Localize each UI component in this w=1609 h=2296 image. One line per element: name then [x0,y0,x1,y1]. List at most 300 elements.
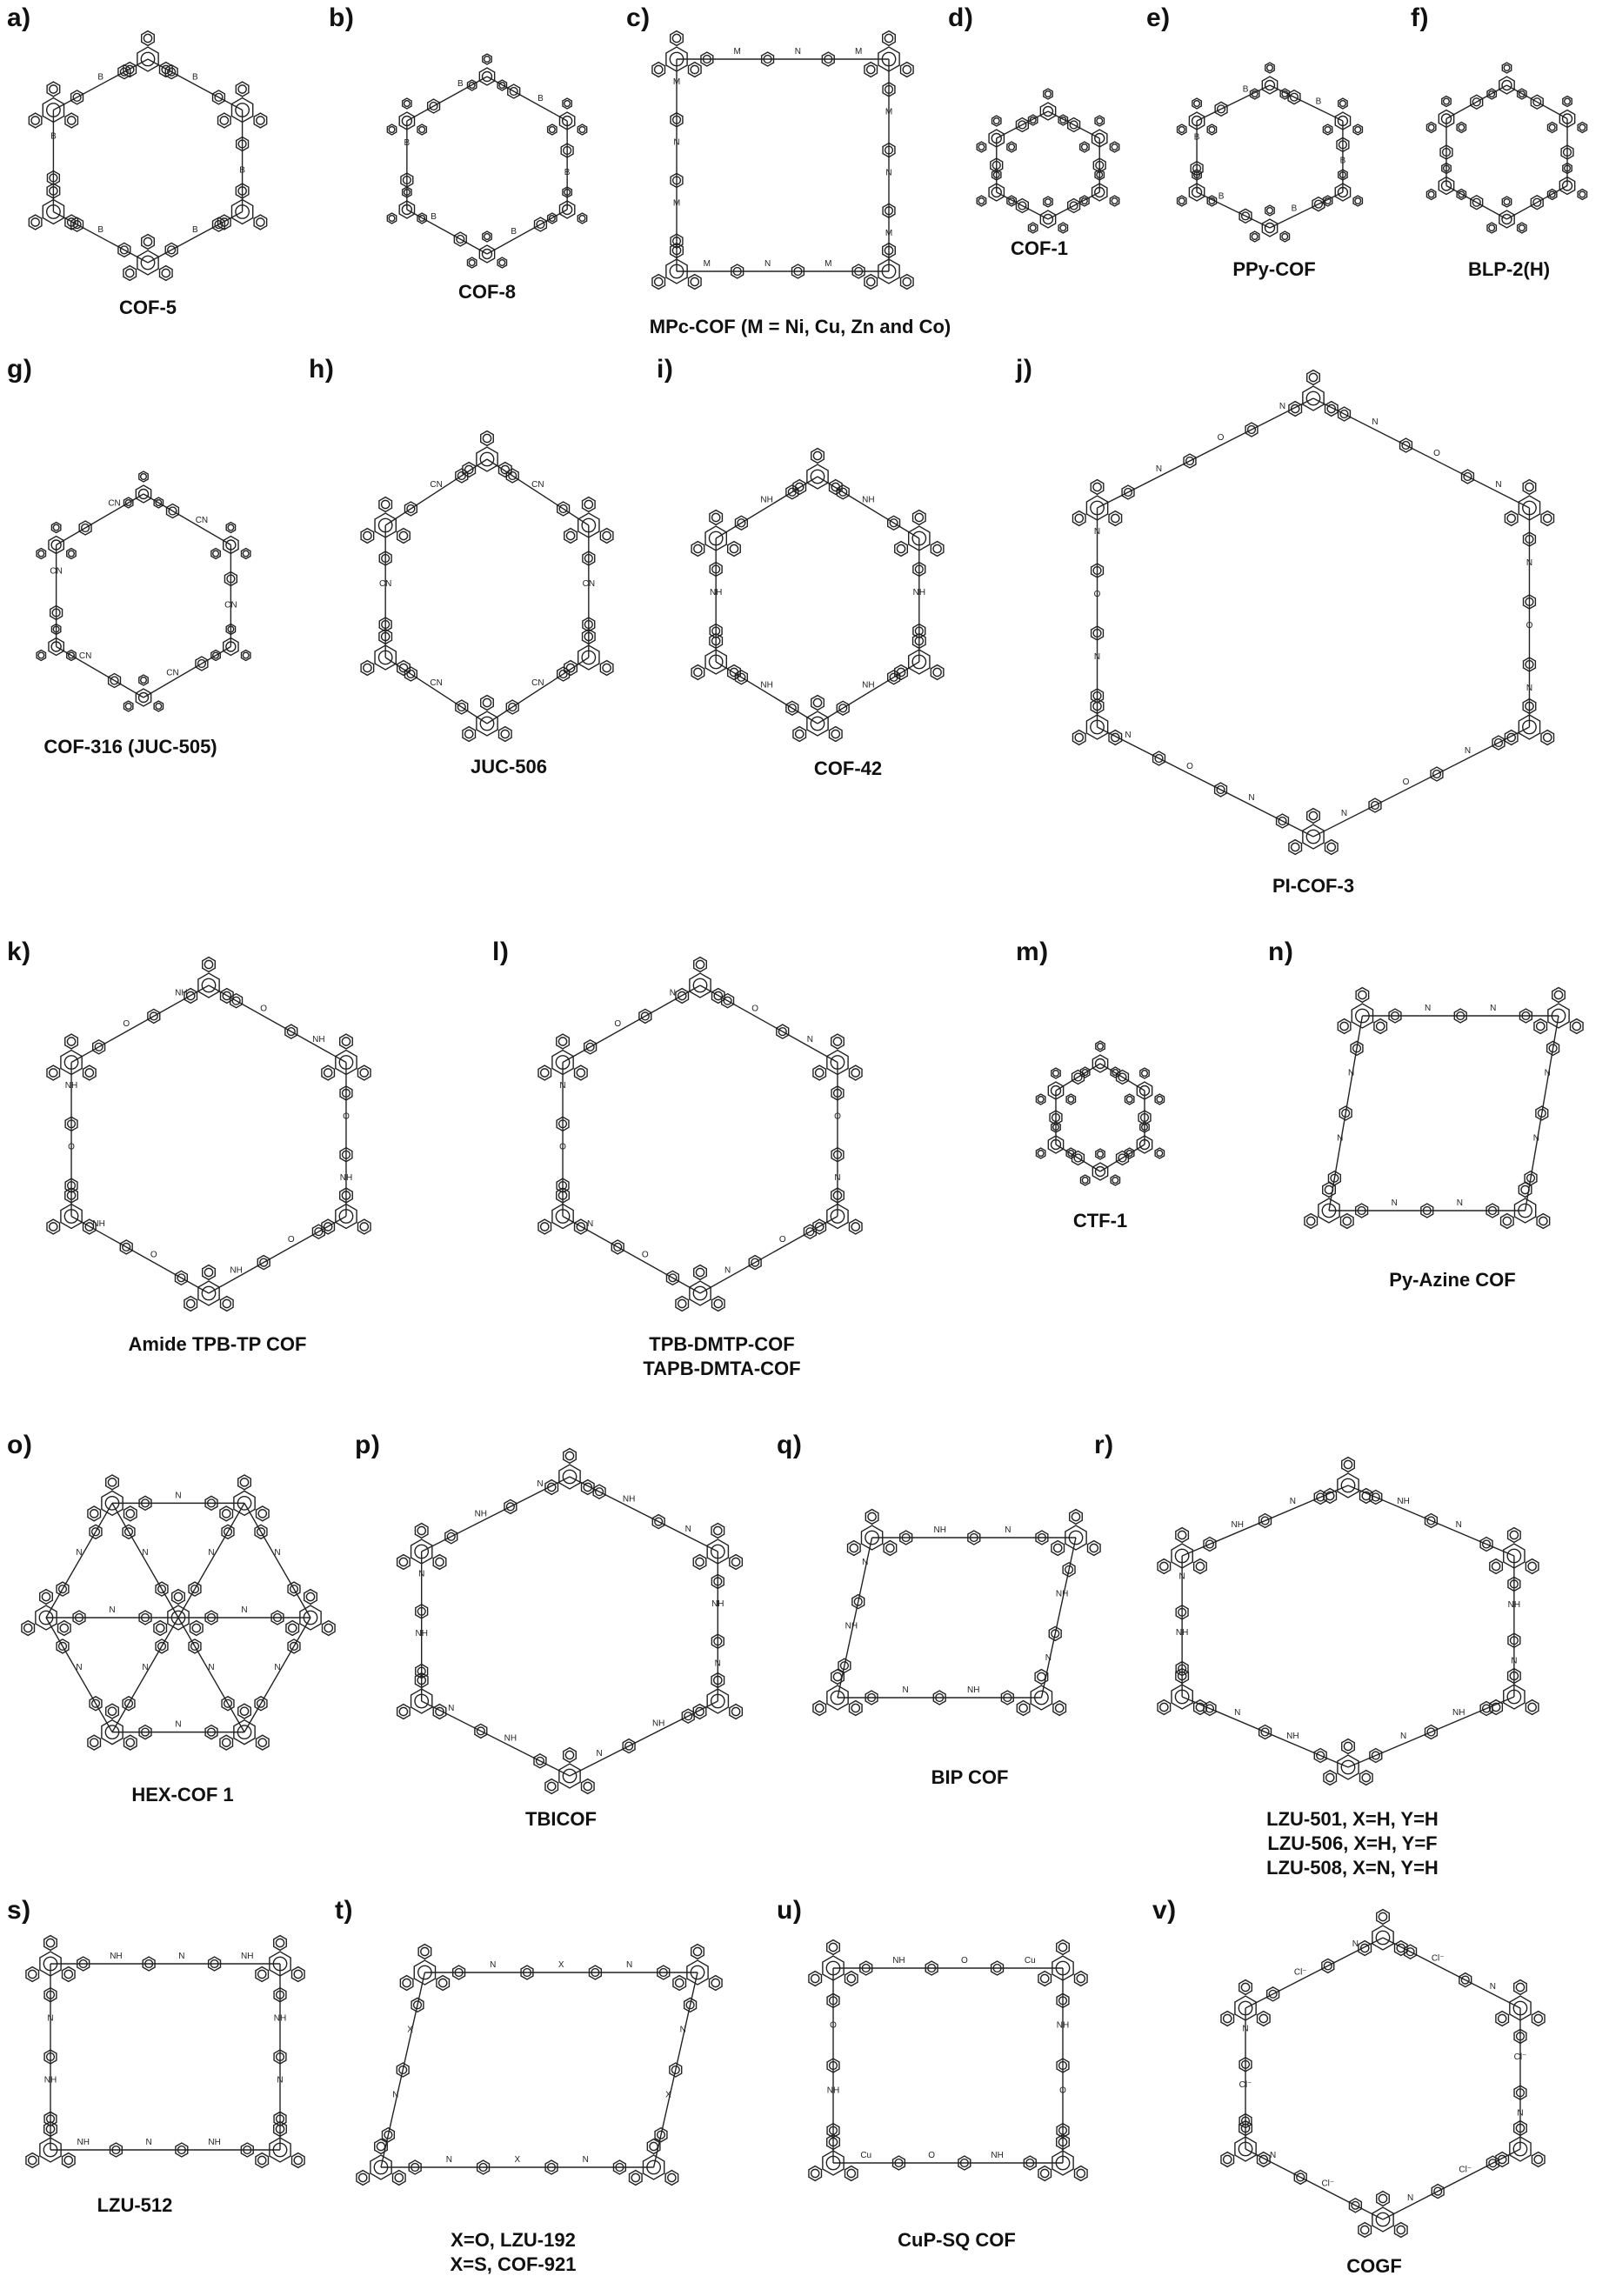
bond [407,77,487,121]
aromatic-circle [897,544,905,552]
aromatic-circle [1093,483,1101,491]
atom-label: NH [474,1509,488,1519]
atom-label: Cl⁻ [1293,1967,1307,1978]
atom-label: CN [430,480,443,490]
atom-label: B [1242,84,1249,95]
aromatic-circle [1160,1703,1168,1711]
atom-label: M [703,259,711,269]
aromatic-circle [1056,1704,1064,1712]
panel-letter: h) [309,355,335,384]
aromatic-circle [228,524,234,531]
atom-label: CN [582,579,596,589]
aromatic-circle [46,1939,54,1946]
atom-label: NH [1397,1497,1410,1506]
atom-label: X [407,2025,413,2035]
aromatic-circle [833,1038,841,1045]
aromatic-circle [1038,1097,1044,1103]
aromatic-circle [204,960,212,968]
bond [700,985,838,1063]
structure-name: LZU-501, X=H, Y=H LZU-506, X=H, Y=F LZU-508, X=N, Y=H [1266,1808,1439,1879]
aromatic-circle [417,1526,425,1534]
atom-label: N [76,1548,83,1558]
aromatic-circle [1224,2014,1232,2022]
aromatic-circle [1098,1044,1104,1050]
atom-label: N [1279,402,1286,411]
structure-name: COF-316 (JUC-505) [43,736,217,758]
atom-label: N [1489,1981,1496,1992]
atom-label: N [274,1662,281,1672]
structure-name: COF-42 [813,758,883,779]
structure-name: COF-5 [119,297,177,318]
aromatic-circle [144,34,151,42]
aromatic-circle [1157,1097,1163,1103]
bond [46,1618,112,1732]
structure-name: COF-1 [1011,237,1068,259]
atom-label: B [431,212,437,222]
aromatic-circle [1377,1022,1385,1030]
bond [385,657,487,724]
aromatic-circle [993,118,999,124]
atom-label: NH [1056,2020,1070,2031]
aromatic-circle [1544,733,1552,741]
aromatic-circle [240,1478,248,1486]
atom-label: NH [64,1080,78,1091]
structure-name: COF-8 [458,281,516,303]
aromatic-circle [24,1624,32,1632]
atom-label: CN [78,651,92,661]
aromatic-circle [1361,2226,1369,2233]
aromatic-circle [847,2169,855,2177]
atom-label: N [448,1704,455,1714]
aromatic-circle [1379,1912,1386,1920]
aromatic-circle [1282,234,1288,240]
panel-letter: j) [1016,355,1033,384]
atom-label: NH [415,1629,428,1639]
atom-label: NH [1286,1732,1299,1741]
atom-label: N [794,47,802,57]
panel-letter: n) [1268,938,1294,966]
bond [53,59,148,110]
aromatic-circle [1098,1151,1104,1158]
aromatic-circle [499,260,505,266]
aromatic-circle [1579,191,1586,197]
aromatic-circle [847,1974,855,1982]
atom-label: O [641,1250,649,1260]
atom-label: N [1352,1939,1359,1950]
structure-drawing [644,26,922,304]
aromatic-circle [31,218,39,226]
structure-name: CuP-SQ COF [898,2229,1016,2251]
atom-label: CN [224,600,237,611]
structure-drawing [1026,374,1600,861]
aromatic-circle [903,277,911,285]
bond [244,1618,310,1732]
atom-label: N [559,1080,566,1091]
aromatic-circle [1196,1562,1204,1570]
atom-label: N [669,988,677,998]
aromatic-circle [382,500,390,508]
aromatic-circle [377,2142,384,2150]
aromatic-circle [1082,1178,1088,1184]
atom-label: NH [208,2138,221,2147]
aromatic-circle [1503,1217,1511,1225]
aromatic-circle [565,1751,573,1759]
aromatic-circle [1142,1071,1148,1077]
bond [1313,727,1529,837]
aromatic-circle [1060,225,1066,231]
aromatic-circle [1549,124,1555,130]
atom-label: NH [991,2151,1004,2160]
atom-label: NH [504,1733,517,1744]
aromatic-circle [816,1704,824,1712]
aromatic-circle [978,198,985,204]
aromatic-circle [1041,1974,1049,1982]
panel-letter: r) [1094,1431,1114,1459]
structure-name: Amide TPB-TP COF [128,1333,307,1355]
aromatic-circle [558,1038,566,1045]
atom-label: N [274,1548,281,1558]
bond [818,662,919,724]
atom-label: N [445,2155,453,2165]
aromatic-circle [1325,1185,1332,1193]
atom-label: N [208,1548,215,1558]
aromatic-circle [1444,98,1450,104]
atom-label: B [457,79,464,89]
aromatic-circle [712,513,720,521]
atom-label: X [665,2090,671,2100]
aromatic-circle [38,652,44,658]
atom-label: N [582,2155,589,2165]
atom-label: N [1455,1520,1462,1530]
atom-label: B [50,131,57,142]
atom-label: N [806,1034,813,1045]
atom-label: N [418,1569,425,1579]
aromatic-circle [1379,2194,1386,2202]
atom-label: NH [1231,1520,1244,1530]
aromatic-circle [1519,225,1526,231]
aromatic-circle [501,730,509,738]
aromatic-circle [419,127,425,133]
aromatic-circle [1267,65,1273,71]
structure-drawing [670,452,965,748]
aromatic-circle [223,1739,230,1746]
atom-label: NH [92,1219,105,1230]
aromatic-circle [867,277,875,285]
aromatic-circle [603,664,611,671]
bond [818,477,919,538]
aromatic-circle [1041,2169,1049,2177]
aromatic-circle [1252,234,1258,240]
bond [1507,186,1568,220]
aromatic-circle [579,127,585,133]
aromatic-circle [565,1452,573,1459]
aromatic-circle [294,1970,302,1978]
aromatic-circle [1209,127,1215,133]
atom-label: N [1526,684,1533,693]
atom-label: O [123,1019,130,1030]
aromatic-circle [1267,208,1273,214]
aromatic-circle [691,277,698,285]
bond [53,212,148,264]
atom-label: O [928,2151,936,2160]
atom-label: O [1433,449,1440,458]
atom-label: M [672,77,681,87]
structure-drawing [357,1939,722,2200]
aromatic-circle [696,960,704,968]
aromatic-circle [1038,1672,1045,1680]
atom-label: NH [1507,1599,1521,1610]
panel-letter: s) [7,1896,31,1925]
atom-label: N [1400,1732,1407,1741]
aromatic-circle [1521,1185,1529,1193]
structure-drawing [13,470,274,722]
aromatic-circle [933,544,941,552]
atom-label: N [1544,1068,1551,1078]
aromatic-circle [238,85,246,93]
aromatic-circle [50,1223,57,1231]
atom-label: N [47,2013,54,2024]
aromatic-circle [1504,199,1510,205]
atom-label: M [825,259,832,269]
atom-label: N [1178,1572,1185,1582]
aromatic-circle [851,1704,859,1712]
atom-label: Cl⁻ [1431,1953,1445,1964]
bond [1446,186,1507,220]
atom-label: N [175,1491,182,1501]
structure-drawing [1122,1461,1574,1792]
aromatic-circle [548,1782,556,1790]
aromatic-circle [484,57,491,63]
atom-label: Cl⁻ [1513,2052,1527,2062]
aromatic-circle [566,531,574,539]
aromatic-circle [1428,124,1434,130]
atom-label: X [514,2155,521,2165]
atom-label: NH [709,588,723,597]
aromatic-circle [1038,1151,1044,1157]
aromatic-circle [584,500,592,508]
atom-label: N [175,1719,182,1730]
atom-label: N [1155,464,1163,474]
panel-letter: c) [626,3,651,32]
atom-label: CN [378,579,392,589]
atom-label: N [1248,793,1255,803]
atom-label: N [392,2090,399,2100]
bond [1313,398,1529,508]
atom-label: N [596,1748,603,1759]
aromatic-circle [1019,1704,1027,1712]
panel-letter: k) [7,938,31,966]
aromatic-circle [1075,733,1083,741]
aromatic-circle [324,1624,332,1632]
aromatic-circle [851,1223,859,1231]
bond [487,657,589,724]
bond [1446,85,1507,119]
atom-label: N [241,1605,248,1615]
bond [112,1503,178,1618]
aromatic-circle [31,117,39,124]
aromatic-circle [1053,1071,1059,1077]
atom-label: N [1495,480,1502,490]
aromatic-circle [1526,483,1533,491]
panel-letter: b) [329,3,355,32]
structure-drawing [339,435,635,748]
aromatic-circle [1534,2155,1542,2163]
atom-label: N [1045,1653,1052,1664]
atom-label: NH [43,2075,57,2086]
atom-label: CN [50,566,63,577]
aromatic-circle [294,2156,302,2164]
aromatic-circle [1344,1742,1352,1750]
atom-label: N [684,1524,691,1534]
aromatic-circle [1045,199,1052,205]
atom-label: N [1289,1497,1296,1506]
atom-label: NH [175,988,188,998]
bond [385,459,487,525]
aromatic-circle [851,1069,859,1077]
atom-label: B [1193,132,1200,143]
structure-name: TBICOF [525,1808,597,1830]
aromatic-circle [1068,1097,1074,1103]
aromatic-circle [38,551,44,557]
aromatic-circle [187,1299,195,1307]
aromatic-circle [483,434,491,442]
aromatic-circle [1072,1512,1079,1520]
atom-label: N [1526,558,1533,568]
structure-name: Py-Azine COF [1389,1269,1516,1291]
bond [1383,1938,1520,2008]
atom-label: O [830,2020,837,2031]
aromatic-circle [915,513,923,521]
aromatic-circle [64,1970,72,1978]
atom-label: O [559,1142,566,1152]
aromatic-circle [399,1558,407,1565]
atom-label: NH [1055,1589,1069,1599]
aromatic-circle [1058,1943,1066,1951]
aromatic-circle [631,2173,639,2181]
aromatic-circle [811,1974,819,1982]
panel-letter: e) [1146,3,1171,32]
panel-letter: m) [1016,938,1049,966]
aromatic-circle [257,218,264,226]
atom-label: N [673,137,680,148]
bond [46,1503,112,1618]
bond [1383,2149,1520,2219]
atom-label: N [142,1548,149,1558]
atom-label: N [142,1662,149,1672]
aromatic-circle [1355,198,1361,204]
aromatic-circle [50,85,57,93]
panel-letter: t) [335,1896,353,1925]
bond [112,1618,178,1732]
atom-label: NH [230,1265,243,1276]
atom-label: N [764,259,771,269]
aromatic-circle [831,730,839,738]
aromatic-circle [579,216,585,222]
aromatic-circle [364,531,371,539]
bond [716,662,818,724]
aromatic-circle [1340,101,1346,107]
aromatic-circle [204,1268,212,1276]
structure-name: PPy-COF [1232,258,1316,280]
bond [71,985,209,1063]
atom-label: O [287,1234,295,1245]
aromatic-circle [711,1979,719,1986]
atom-label: N [178,1952,185,1961]
aromatic-circle [240,1707,248,1715]
aromatic-circle [541,1223,549,1231]
aromatic-circle [436,1558,444,1565]
atom-label: N [145,2138,152,2147]
aromatic-circle [811,2169,819,2177]
aromatic-circle [1539,1217,1547,1225]
atom-label: N [1270,2151,1277,2161]
aromatic-circle [1126,1097,1132,1103]
aromatic-circle [125,704,131,710]
atom-label: B [1218,191,1225,202]
aromatic-circle [668,2173,676,2181]
aromatic-circle [1194,101,1200,107]
aromatic-circle [243,551,249,557]
aromatic-circle [650,2142,658,2150]
structure-drawing [365,52,609,278]
aromatic-circle [29,2156,37,2164]
aromatic-circle [1327,843,1335,851]
aromatic-circle [1544,514,1552,522]
atom-label: B [97,224,104,235]
aromatic-circle [1579,124,1586,130]
aromatic-circle [50,1069,57,1077]
aromatic-circle [1090,1544,1098,1552]
aromatic-circle [108,1478,116,1486]
aromatic-circle [885,34,892,42]
aromatic-circle [1259,2014,1267,2022]
aromatic-circle [69,551,75,557]
aromatic-circle [162,269,170,277]
aromatic-circle [1112,514,1119,522]
aromatic-circle [108,1707,116,1715]
aromatic-circle [1499,2014,1506,2022]
atom-label: O [1093,590,1101,599]
aromatic-circle [29,1970,37,1978]
atom-label: N [1242,2024,1249,2034]
aromatic-circle [243,652,249,658]
panel-letter: o) [7,1431,33,1459]
bond [487,77,567,121]
structure-drawing [1409,61,1605,244]
aromatic-circle [141,474,147,480]
bond [1056,1145,1100,1171]
atom-label: N [1093,652,1101,662]
aromatic-circle [550,127,556,133]
atom-label: N [1125,731,1132,740]
aromatic-circle [1528,1562,1536,1570]
structure-name: LZU-512 [97,2194,173,2216]
aromatic-circle [1157,1151,1163,1157]
bond [148,59,243,110]
structure-drawing [1192,1913,1574,2244]
aromatic-circle [1507,514,1515,522]
atom-label: O [150,1250,157,1260]
aromatic-circle [342,1038,350,1045]
atom-label: CN [166,668,179,678]
aromatic-circle [1097,118,1103,124]
aromatic-circle [833,1672,841,1680]
aromatic-circle [1309,811,1317,819]
aromatic-circle [220,117,228,124]
aromatic-circle [1397,2226,1405,2233]
aromatic-circle [1054,1544,1062,1552]
aromatic-circle [1534,2014,1542,2022]
